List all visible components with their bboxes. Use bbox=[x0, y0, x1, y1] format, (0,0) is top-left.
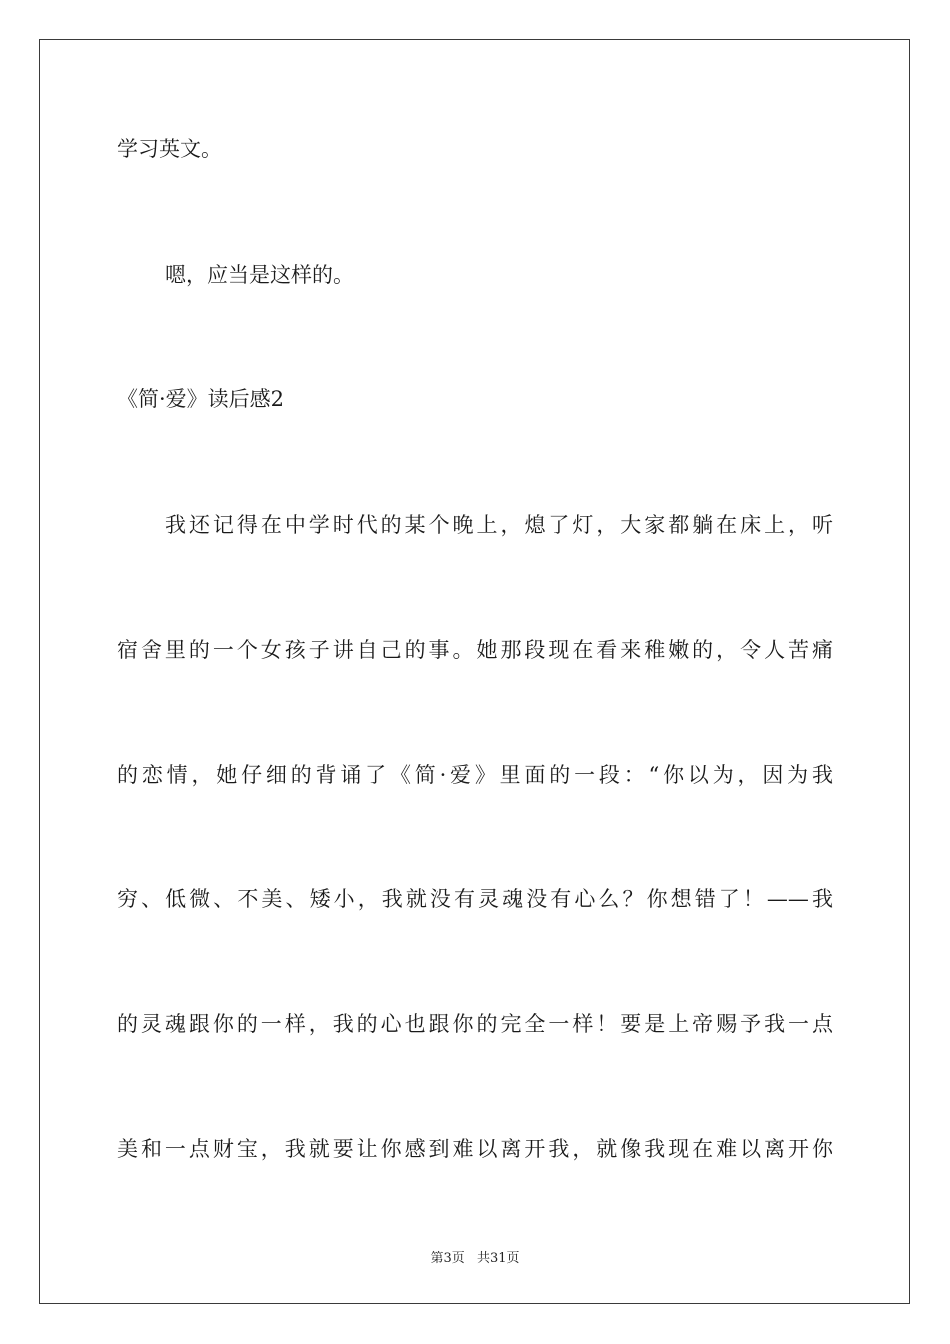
text-line: 美和一点财宝，我就要让你感到难以离开我，就像我现在难以离开你 bbox=[117, 1137, 833, 1161]
page-footer bbox=[0, 1247, 950, 1266]
text-line: 宿舍里的一个女孩子讲自己的事。她那段现在看来稚嫩的，令人苦痛 bbox=[117, 638, 833, 662]
text-line: 的恋情，她仔细的背诵了《简·爱》里面的一段：“你以为，因为我 bbox=[117, 763, 833, 787]
text-line: 的灵魂跟你的一样，我的心也跟你的完全一样！要是上帝赐予我一点 bbox=[117, 1012, 833, 1036]
paragraph-start: 我还记得在中学时代的某个晚上，熄了灯，大家都躺在床上，听 bbox=[165, 513, 833, 537]
page-number: 第3页 bbox=[430, 1251, 465, 1266]
section-heading: 《简·爱》读后感2 bbox=[117, 387, 285, 411]
page-total: 共31页 bbox=[476, 1251, 520, 1266]
paragraph-start: 嗯，应当是这样的。 bbox=[165, 263, 354, 287]
text-line: 穷、低微、不美、矮小，我就没有灵魂没有心么？你想错了！——我 bbox=[117, 887, 833, 911]
page-border bbox=[39, 39, 910, 1304]
text-line: 学习英文。 bbox=[117, 137, 222, 161]
